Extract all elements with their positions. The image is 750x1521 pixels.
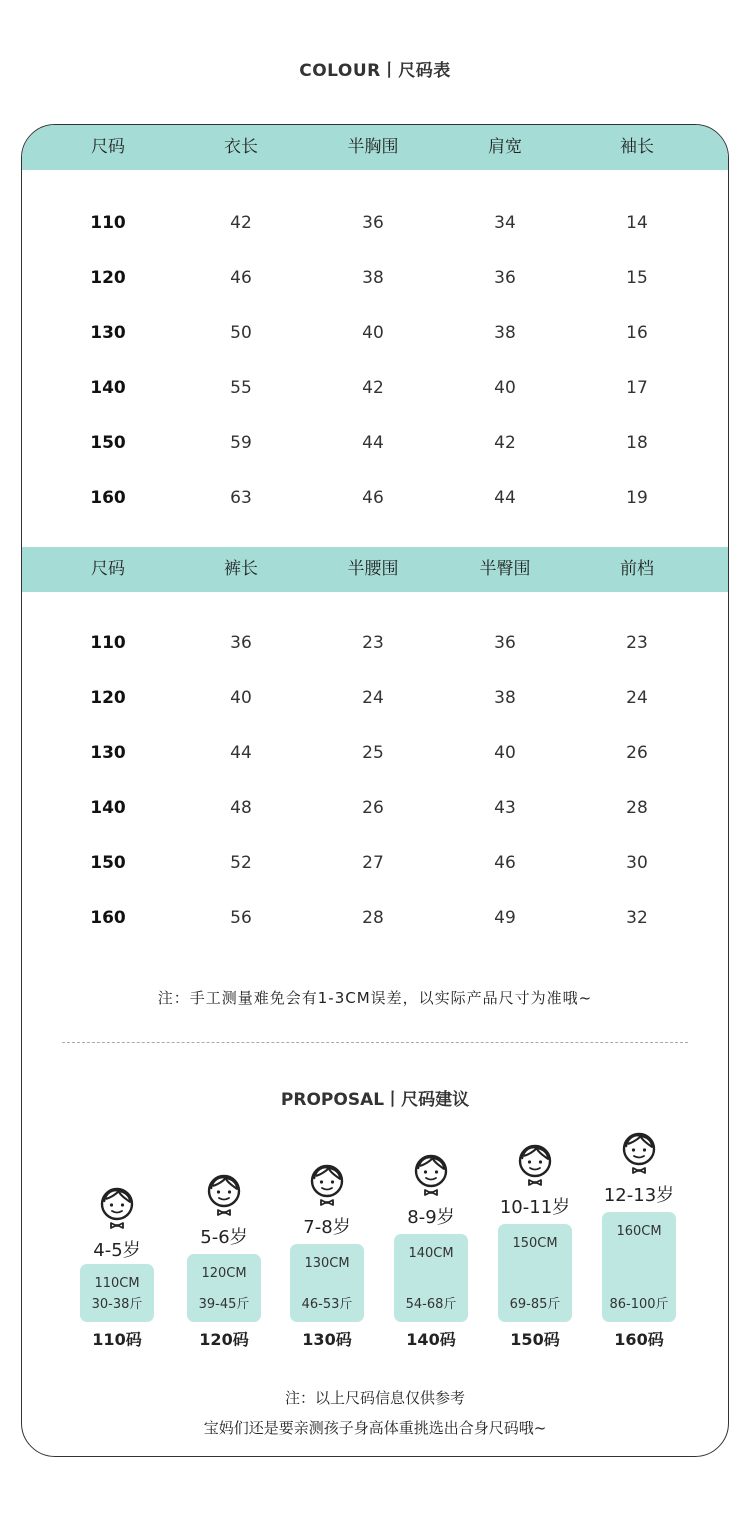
table-row xyxy=(22,741,728,765)
table-cell: 56 xyxy=(230,908,252,928)
table-cell: 17 xyxy=(626,378,648,398)
header-cell: 半臀围 xyxy=(479,559,531,579)
table-cell: 24 xyxy=(626,688,648,708)
table-cell: 48 xyxy=(230,798,252,818)
table-cell: 26 xyxy=(626,743,648,763)
table-row xyxy=(22,906,728,930)
table-cell: 25 xyxy=(362,743,384,763)
size-code: 130码 xyxy=(302,1330,352,1349)
table-cell: 46 xyxy=(494,853,516,873)
table-cell: 36 xyxy=(494,268,516,288)
height-label: 110CM xyxy=(94,1276,140,1291)
table-cell: 50 xyxy=(230,323,252,343)
height-label: 160CM xyxy=(616,1224,662,1239)
header-cell: 裤长 xyxy=(224,559,258,579)
table-cell: 43 xyxy=(494,798,516,818)
table-cell: 38 xyxy=(494,323,516,343)
top-table-header xyxy=(22,125,728,170)
child-face-icon xyxy=(206,1172,242,1218)
size-cell: 120 xyxy=(90,268,126,288)
weight-label: 54-68斤 xyxy=(405,1297,457,1312)
weight-label: 30-38斤 xyxy=(91,1297,143,1312)
age-label: 8-9岁 xyxy=(407,1207,455,1228)
height-label: 130CM xyxy=(304,1256,350,1271)
size-cell: 160 xyxy=(90,908,126,928)
table-cell: 18 xyxy=(626,433,648,453)
header-cell: 半腰围 xyxy=(347,559,399,579)
table-row xyxy=(22,631,728,655)
header-cell: 衣长 xyxy=(224,137,258,157)
age-label: 10-11岁 xyxy=(499,1197,571,1218)
height-label: 140CM xyxy=(408,1246,454,1261)
table-cell: 19 xyxy=(626,488,648,508)
table-row xyxy=(22,266,728,290)
header-cell: 前档 xyxy=(620,559,654,579)
bottom-table-header xyxy=(22,547,728,592)
size-cell: 140 xyxy=(90,798,126,818)
table-cell: 28 xyxy=(362,908,384,928)
measurement-note: 注：手工测量难免会有1-3CM误差，以实际产品尺寸为准哦~ xyxy=(157,989,593,1007)
table-cell: 38 xyxy=(494,688,516,708)
size-cell: 150 xyxy=(90,853,126,873)
table-cell: 28 xyxy=(626,798,648,818)
proposal-title: PROPOSAL丨尺码建议 xyxy=(280,1090,470,1110)
size-cell: 130 xyxy=(90,743,126,763)
table-cell: 46 xyxy=(362,488,384,508)
child-face-icon xyxy=(621,1130,657,1176)
table-cell: 44 xyxy=(362,433,384,453)
table-cell: 15 xyxy=(626,268,648,288)
table-cell: 36 xyxy=(494,633,516,653)
header-cell: 肩宽 xyxy=(488,137,522,157)
table-cell: 40 xyxy=(494,378,516,398)
size-code: 140码 xyxy=(406,1330,456,1349)
table-row xyxy=(22,796,728,820)
size-cell: 120 xyxy=(90,688,126,708)
table-cell: 40 xyxy=(230,688,252,708)
dashed-divider xyxy=(62,1042,688,1043)
size-code: 110码 xyxy=(92,1330,142,1349)
table-cell: 40 xyxy=(362,323,384,343)
header-cell: 半胸围 xyxy=(347,137,399,157)
table-cell: 59 xyxy=(230,433,252,453)
table-cell: 42 xyxy=(362,378,384,398)
height-weight-box xyxy=(290,1244,364,1322)
table-row xyxy=(22,486,728,510)
height-weight-box xyxy=(602,1212,676,1322)
age-label: 12-13岁 xyxy=(603,1185,675,1206)
child-face-icon xyxy=(413,1152,449,1198)
age-label: 5-6岁 xyxy=(200,1227,248,1248)
table-cell: 46 xyxy=(230,268,252,288)
table-cell: 36 xyxy=(230,633,252,653)
table-cell: 44 xyxy=(494,488,516,508)
height-weight-box xyxy=(187,1254,261,1322)
age-label: 7-8岁 xyxy=(303,1217,351,1238)
table-row xyxy=(22,686,728,710)
table-cell: 24 xyxy=(362,688,384,708)
table-cell: 63 xyxy=(230,488,252,508)
weight-label: 46-53斤 xyxy=(301,1297,353,1312)
table-cell: 44 xyxy=(230,743,252,763)
size-cell: 130 xyxy=(90,323,126,343)
child-face-icon xyxy=(517,1142,553,1188)
size-cell: 110 xyxy=(90,213,126,233)
size-code: 150码 xyxy=(510,1330,560,1349)
header-cell: 尺码 xyxy=(91,137,125,157)
table-row xyxy=(22,431,728,455)
height-weight-box xyxy=(498,1224,572,1322)
table-cell: 26 xyxy=(362,798,384,818)
table-cell: 16 xyxy=(626,323,648,343)
weight-label: 39-45斤 xyxy=(198,1297,250,1312)
child-face-icon xyxy=(309,1162,345,1208)
table-cell: 40 xyxy=(494,743,516,763)
height-label: 120CM xyxy=(201,1266,247,1281)
table-cell: 14 xyxy=(626,213,648,233)
table-cell: 23 xyxy=(362,633,384,653)
size-chart-card xyxy=(21,124,729,1457)
footer-note-line1: 注：以上尺码信息仅供参考 xyxy=(284,1389,465,1407)
table-cell: 34 xyxy=(494,213,516,233)
height-weight-box xyxy=(80,1264,154,1322)
height-label: 150CM xyxy=(512,1236,558,1251)
table-cell: 27 xyxy=(362,853,384,873)
size-cell: 140 xyxy=(90,378,126,398)
table-cell: 52 xyxy=(230,853,252,873)
size-cell: 150 xyxy=(90,433,126,453)
table-cell: 49 xyxy=(494,908,516,928)
weight-label: 69-85斤 xyxy=(509,1297,561,1312)
header-cell: 尺码 xyxy=(91,559,125,579)
size-code: 160码 xyxy=(614,1330,664,1349)
table-cell: 30 xyxy=(626,853,648,873)
table-cell: 36 xyxy=(362,213,384,233)
table-cell: 38 xyxy=(362,268,384,288)
table-row xyxy=(22,851,728,875)
table-row xyxy=(22,321,728,345)
footer-note-line2: 宝妈们还是要亲测孩子身高体重挑选出合身尺码哦~ xyxy=(203,1419,547,1437)
age-label: 4-5岁 xyxy=(93,1240,141,1261)
size-cell: 160 xyxy=(90,488,126,508)
table-row xyxy=(22,211,728,235)
table-cell: 42 xyxy=(230,213,252,233)
table-cell: 55 xyxy=(230,378,252,398)
table-cell: 23 xyxy=(626,633,648,653)
header-cell: 袖长 xyxy=(620,137,654,157)
table-cell: 32 xyxy=(626,908,648,928)
height-weight-box xyxy=(394,1234,468,1322)
table-row xyxy=(22,376,728,400)
size-code: 120码 xyxy=(199,1330,249,1349)
page-title: COLOUR丨尺码表 xyxy=(299,61,451,81)
size-cell: 110 xyxy=(90,633,126,653)
weight-label: 86-100斤 xyxy=(609,1297,669,1312)
table-cell: 42 xyxy=(494,433,516,453)
child-face-icon xyxy=(99,1185,135,1231)
